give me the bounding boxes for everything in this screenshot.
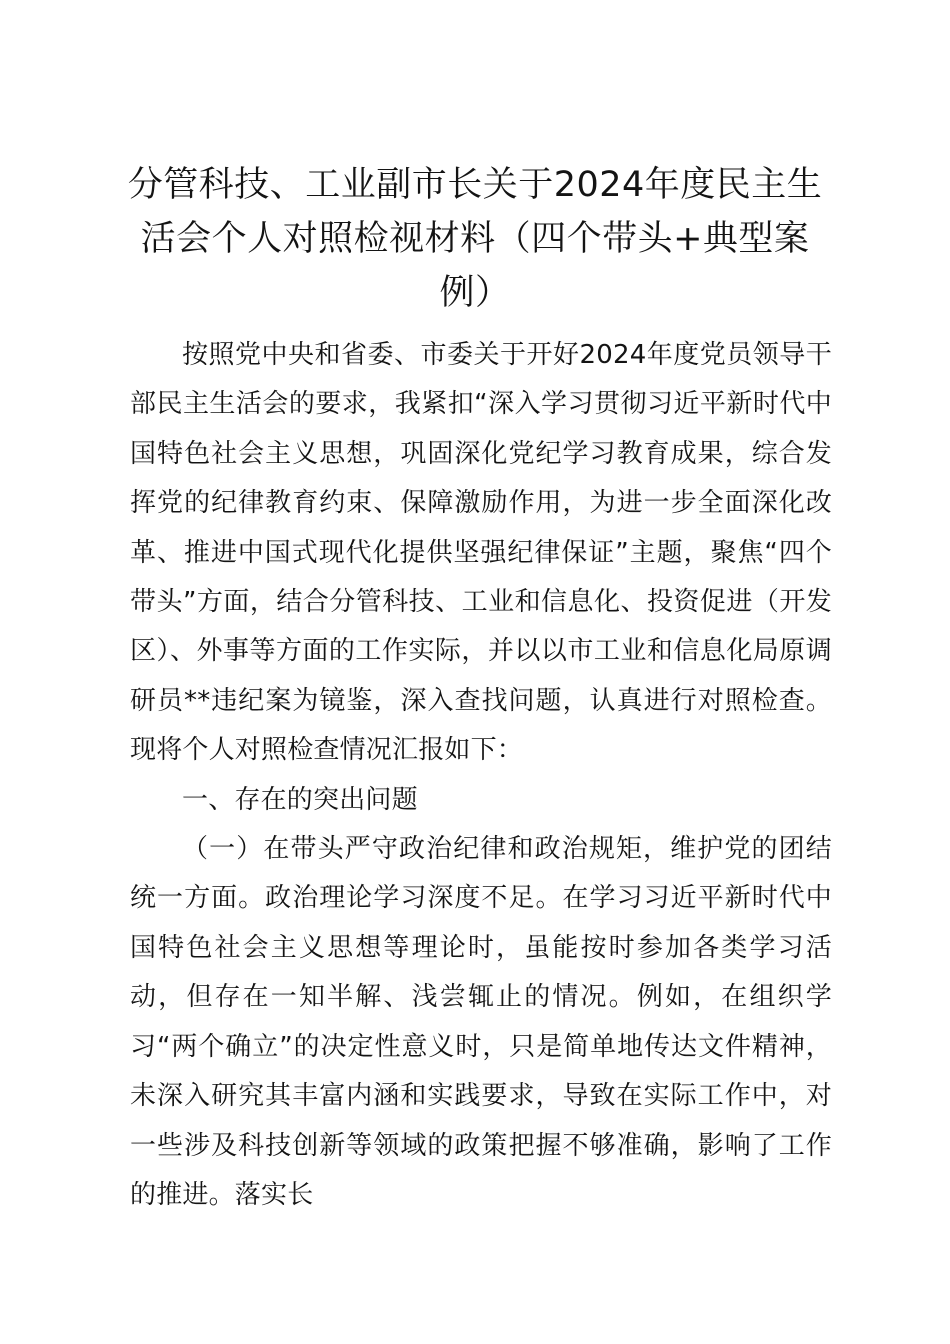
section-heading: 一、存在的突出问题 (182, 784, 418, 815)
document-title: 分管科技、工业副市长关于2024年度民主生活会个人对照检视材料（四个带头+典型案例） (127, 165, 823, 313)
intro-paragraph: 按照党中央和省委、市委关于开好2024年度党员领导干部民主生活会的要求，我紧扣“深入学习贯彻习近平新时代中国特色社会主义思想，巩固深化党纪学习教育成果，综合发挥党的纪律教育约束、保障激励作用，为进一步全面深化改革、推进中国式现代化提供坚强纪律保证”主题，聚焦“四个带头”方面，结合分管科技、工业和信息化、投资促进（开发区）、外事等方面的工作实际，并以以市工业和信息化局原调研员**违纪案为镜鉴，深入查找问题，认真进行对照检查。现将个人对照检查情况汇报如下： (130, 340, 832, 766)
document-body (130, 331, 832, 1220)
body-paragraph: （一）在带头严守政治纪律和政治规矩，维护党的团结统一方面。政治理论学习深度不足。在学习习近平新时代中国特色社会主义思想等理论时，虽能按时参加各类学习活动，但存在一知半解、浅尝辄止的情况。例如，在组织学习“两个确立”的决定性意义时，只是简单地传达文件精神，未深入研究其丰富内涵和实践要求，导致在实际工作中，对一些涉及科技创新等领域的政策把握不够准确，影响了工作的推进。落实长 (130, 834, 832, 1210)
